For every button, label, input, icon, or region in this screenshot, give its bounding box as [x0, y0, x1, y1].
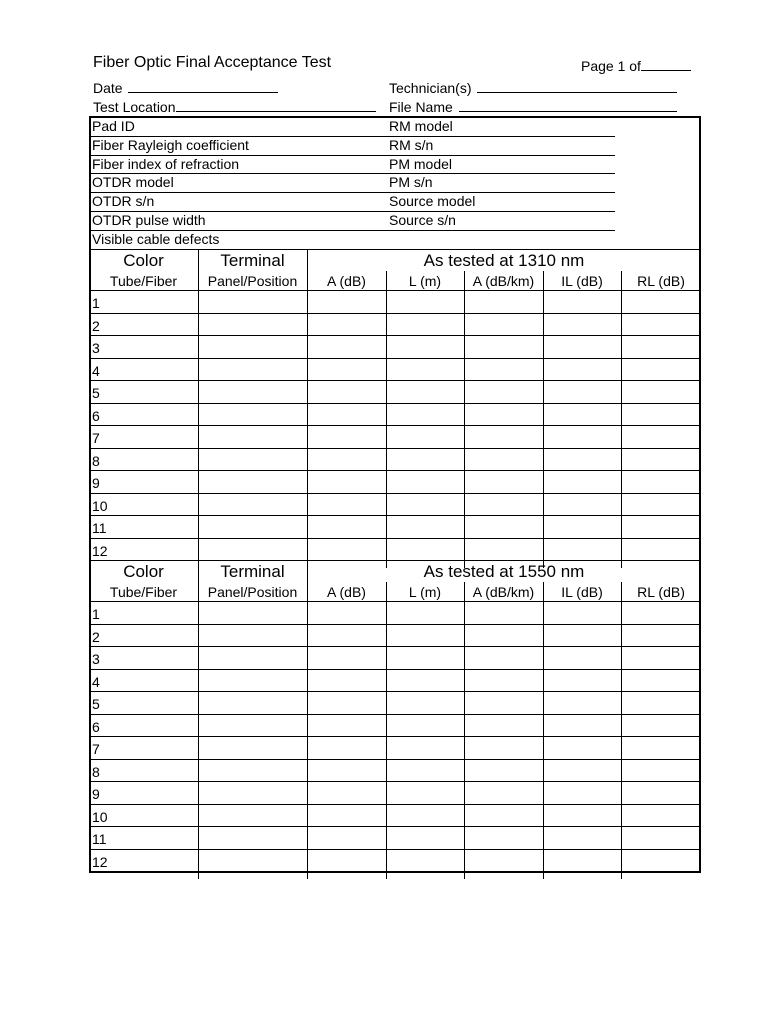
table-cell-input[interactable]: [622, 827, 700, 848]
info-value-left-field[interactable]: [300, 192, 386, 211]
table-cell-input[interactable]: [465, 404, 542, 425]
info-label-left: Fiber Rayleigh coefficient: [92, 136, 249, 153]
file-name-blank[interactable]: [459, 98, 677, 112]
table-cell-input[interactable]: [544, 359, 620, 380]
table-cell-input[interactable]: [111, 449, 197, 470]
tested-group-header: As tested at 1310 nm: [423, 251, 585, 270]
info-value-left-field[interactable]: [300, 136, 386, 155]
column-header: A (dB): [327, 273, 366, 289]
row-number: 5: [92, 696, 100, 712]
table-cell-input[interactable]: [544, 336, 620, 357]
table-cell-input[interactable]: [308, 670, 385, 691]
page-of-label: Page 1 of: [581, 58, 641, 74]
table-cell-input[interactable]: [465, 314, 542, 335]
table-cell-input[interactable]: [544, 782, 620, 803]
column-header: Tube/Fiber: [109, 273, 178, 289]
tested-group-header: As tested at 1550 nm: [423, 562, 585, 581]
table-cell-input[interactable]: [465, 602, 542, 623]
table-cell-input[interactable]: [622, 449, 700, 470]
table-cell-input[interactable]: [199, 850, 306, 871]
table-cell-input[interactable]: [387, 449, 463, 470]
table-cell-input[interactable]: [465, 715, 542, 736]
table-cell-input[interactable]: [308, 715, 385, 736]
table-cell-input[interactable]: [387, 602, 463, 623]
table-cell-input[interactable]: [387, 715, 463, 736]
table-cell-input[interactable]: [308, 494, 385, 515]
table-cell-input[interactable]: [111, 291, 197, 312]
table-cell-input[interactable]: [622, 715, 700, 736]
test-location-blank[interactable]: [176, 98, 376, 112]
info-label-right: PM model: [389, 155, 453, 172]
table-cell-input[interactable]: [544, 805, 620, 826]
info-value-right-field[interactable]: [470, 192, 699, 211]
info-value-left-field[interactable]: [300, 173, 386, 192]
table-cell-input[interactable]: [308, 602, 385, 623]
table-cell-input[interactable]: [308, 647, 385, 668]
table-cell-input[interactable]: [387, 827, 463, 848]
table-cell-input[interactable]: [465, 494, 542, 515]
table-cell-input[interactable]: [199, 782, 306, 803]
table-cell-input[interactable]: [465, 359, 542, 380]
column-header: A (dB/km): [472, 584, 535, 600]
table-cell-input[interactable]: [544, 647, 620, 668]
table-cell-input[interactable]: [111, 516, 197, 537]
page-number-field[interactable]: [581, 57, 691, 74]
table-cell-input[interactable]: [622, 737, 700, 758]
table-cell-input[interactable]: [622, 692, 700, 713]
column-header: L (m): [408, 273, 442, 289]
table-cell-input[interactable]: [622, 336, 700, 357]
table-cell-input[interactable]: [308, 291, 385, 312]
row-number: 5: [92, 385, 100, 401]
table-cell-input[interactable]: [465, 647, 542, 668]
row-number: 6: [92, 407, 100, 424]
technicians-blank[interactable]: [477, 79, 677, 93]
table-cell-input[interactable]: [622, 359, 700, 380]
table-cell-input[interactable]: [111, 760, 197, 781]
info-label-left: Pad ID: [92, 118, 135, 134]
test-location-label: Test Location: [93, 99, 176, 115]
table-cell-input[interactable]: [199, 647, 306, 668]
row-number: 1: [92, 606, 100, 622]
table-cell-input[interactable]: [387, 381, 463, 402]
info-value-left-field[interactable]: [300, 155, 386, 174]
technicians-field[interactable]: [389, 79, 677, 96]
table-cell-input[interactable]: [465, 381, 542, 402]
table-cell-input[interactable]: [544, 381, 620, 402]
column-header: A (dB): [327, 584, 366, 600]
table-cell-input[interactable]: [465, 426, 542, 447]
file-name-label: File Name: [389, 99, 453, 115]
table-cell-input[interactable]: [387, 625, 463, 646]
table-cell-input[interactable]: [199, 539, 306, 560]
info-label-right: RM s/n: [389, 136, 434, 153]
table-cell-input[interactable]: [111, 314, 197, 335]
table-cell-input[interactable]: [308, 539, 385, 560]
table-cell-input[interactable]: [199, 291, 306, 312]
table-cell-input[interactable]: [622, 760, 700, 781]
row-number: 3: [92, 651, 100, 667]
table-cell-input[interactable]: [308, 827, 385, 848]
table-cell-input[interactable]: [622, 291, 700, 312]
file-name-field[interactable]: [389, 98, 677, 115]
table-cell-input[interactable]: [308, 404, 385, 425]
section-divider: [89, 249, 701, 250]
column-header: IL (dB): [561, 273, 603, 289]
table-cell-input[interactable]: [544, 670, 620, 691]
table-cell-input[interactable]: [199, 359, 306, 380]
table-cell-input[interactable]: [387, 336, 463, 357]
row-number: 8: [92, 763, 100, 780]
table-cell-input[interactable]: [622, 471, 700, 492]
info-label-left: OTDR model: [92, 174, 174, 191]
table-cell-input[interactable]: [199, 336, 306, 357]
table-cell-input[interactable]: [111, 625, 197, 646]
row-number: 4: [92, 362, 100, 379]
table-cell-input[interactable]: [387, 805, 463, 826]
table-cell-input[interactable]: [199, 715, 306, 736]
table-cell-input[interactable]: [387, 314, 463, 335]
info-value-right-field[interactable]: [470, 211, 699, 230]
row-number: 12: [92, 853, 108, 870]
table-cell-input[interactable]: [199, 516, 306, 537]
table-cell-input[interactable]: [544, 625, 620, 646]
column-header: Tube/Fiber: [109, 584, 178, 600]
info-value-right-field[interactable]: [470, 155, 699, 174]
color-group-header: Color: [123, 251, 164, 270]
row-number: 11: [92, 520, 107, 536]
table-cell-input[interactable]: [544, 471, 620, 492]
table-cell-input[interactable]: [308, 516, 385, 537]
table-cell-input[interactable]: [111, 805, 197, 826]
table-cell-input[interactable]: [622, 670, 700, 691]
row-number: 12: [92, 542, 108, 559]
info-label-right: Source s/n: [389, 212, 456, 228]
table-cell-input[interactable]: [111, 539, 197, 560]
table-cell-input[interactable]: [199, 827, 306, 848]
table-cell-input[interactable]: [387, 670, 463, 691]
table-cell-input[interactable]: [111, 715, 197, 736]
date-blank[interactable]: [128, 79, 278, 93]
table-cell-input[interactable]: [387, 359, 463, 380]
row-number: 11: [92, 831, 107, 847]
test-location-field[interactable]: [93, 98, 376, 115]
table-cell-input[interactable]: [308, 359, 385, 380]
table-cell-input[interactable]: [308, 471, 385, 492]
table-cell-input[interactable]: [465, 737, 542, 758]
row-number: 9: [92, 475, 100, 491]
table-cell-input[interactable]: [387, 291, 463, 312]
row-number: 2: [92, 628, 100, 645]
table-cell-input[interactable]: [544, 426, 620, 447]
page-title: Fiber Optic Final Acceptance Test: [93, 54, 332, 71]
row-number: 3: [92, 340, 100, 356]
table-cell-input[interactable]: [622, 404, 700, 425]
table-cell-input[interactable]: [111, 359, 197, 380]
table-cell-input[interactable]: [387, 782, 463, 803]
table-cell-input[interactable]: [308, 449, 385, 470]
table-cell-input[interactable]: [544, 827, 620, 848]
table-cell-input[interactable]: [544, 737, 620, 758]
table-cell-input[interactable]: [465, 291, 542, 312]
table-cell-input[interactable]: [111, 471, 197, 492]
table-cell-input[interactable]: [199, 670, 306, 691]
table-cell-input[interactable]: [465, 827, 542, 848]
row-number: 9: [92, 786, 100, 802]
row-number: 7: [92, 430, 100, 446]
column-header: A (dB/km): [472, 273, 535, 289]
table-cell-input[interactable]: [199, 760, 306, 781]
page-total-blank[interactable]: [641, 57, 691, 71]
info-value-right-field[interactable]: [470, 173, 699, 192]
table-cell-input[interactable]: [199, 381, 306, 402]
table-cell-input[interactable]: [387, 539, 463, 560]
info-value-right-field[interactable]: [470, 230, 699, 249]
table-cell-input[interactable]: [111, 782, 197, 803]
info-label-right: Source model: [389, 193, 476, 210]
technicians-label: Technician(s): [389, 80, 472, 96]
table-cell-input[interactable]: [199, 805, 306, 826]
table-cell-input[interactable]: [622, 539, 700, 560]
table-cell-input[interactable]: [465, 782, 542, 803]
table-cell-input[interactable]: [465, 850, 542, 871]
table-cell-input[interactable]: [308, 336, 385, 357]
row-number: 2: [92, 317, 100, 334]
table-cell-input[interactable]: [308, 426, 385, 447]
table-cell-input[interactable]: [622, 647, 700, 668]
row-number: 10: [92, 497, 108, 514]
info-label-left: Fiber index of refraction: [92, 155, 240, 172]
info-value-right-field[interactable]: [470, 117, 699, 136]
table-cell-input[interactable]: [199, 602, 306, 623]
table-cell-input[interactable]: [387, 516, 463, 537]
terminal-group-header: Terminal: [220, 562, 285, 581]
table-cell-input[interactable]: [387, 850, 463, 871]
table-cell-input[interactable]: [544, 494, 620, 515]
table-cell-input[interactable]: [387, 737, 463, 758]
table-cell-input[interactable]: [199, 404, 306, 425]
row-number: 10: [92, 808, 108, 825]
table-cell-input[interactable]: [111, 494, 197, 515]
table-cell-input[interactable]: [308, 314, 385, 335]
table-cell-input[interactable]: [199, 471, 306, 492]
column-header: RL (dB): [637, 273, 685, 289]
table-cell-input[interactable]: [199, 449, 306, 470]
info-value-left-field[interactable]: [300, 117, 386, 136]
table-cell-input[interactable]: [544, 449, 620, 470]
table-cell-input[interactable]: [199, 494, 306, 515]
column-header: IL (dB): [561, 584, 603, 600]
table-cell-input[interactable]: [308, 805, 385, 826]
table-cell-input[interactable]: [308, 850, 385, 871]
table-cell-input[interactable]: [387, 471, 463, 492]
table-cell-input[interactable]: [308, 625, 385, 646]
table-cell-input[interactable]: [387, 692, 463, 713]
info-label-left: Visible cable defects: [92, 230, 220, 247]
table-cell-input[interactable]: [465, 760, 542, 781]
table-cell-input[interactable]: [465, 625, 542, 646]
table-cell-input[interactable]: [387, 760, 463, 781]
table-cell-input[interactable]: [308, 782, 385, 803]
date-field[interactable]: [93, 79, 278, 96]
table-cell-input[interactable]: [199, 737, 306, 758]
table-cell-input[interactable]: [111, 827, 197, 848]
terminal-group-header: Terminal: [220, 251, 285, 270]
table-cell-input[interactable]: [465, 692, 542, 713]
table-cell-input[interactable]: [544, 516, 620, 537]
table-cell-input[interactable]: [544, 602, 620, 623]
row-number: 6: [92, 718, 100, 735]
table-cell-input[interactable]: [111, 336, 197, 357]
table-cell-input[interactable]: [465, 539, 542, 560]
table-cell-input[interactable]: [111, 602, 197, 623]
table-cell-input[interactable]: [544, 291, 620, 312]
info-label-left: OTDR s/n: [92, 193, 155, 210]
info-label-left: OTDR pulse width: [92, 212, 206, 228]
row-number: 7: [92, 741, 100, 757]
date-label: Date: [93, 80, 123, 96]
table-cell-input[interactable]: [111, 647, 197, 668]
table-cell-input[interactable]: [465, 670, 542, 691]
info-label-right: PM s/n: [389, 174, 433, 191]
table-cell-input[interactable]: [308, 760, 385, 781]
table-cell-input[interactable]: [622, 850, 700, 871]
table-cell-input[interactable]: [308, 692, 385, 713]
table-cell-input[interactable]: [544, 314, 620, 335]
table-cell-input[interactable]: [387, 647, 463, 668]
table-cell-input[interactable]: [111, 426, 197, 447]
table-cell-input[interactable]: [622, 314, 700, 335]
table-cell-input[interactable]: [622, 426, 700, 447]
column-header: RL (dB): [637, 584, 685, 600]
table-cell-input[interactable]: [199, 625, 306, 646]
table-cell-input[interactable]: [308, 737, 385, 758]
table-cell-input[interactable]: [199, 314, 306, 335]
table-cell-input[interactable]: [387, 426, 463, 447]
table-cell-input[interactable]: [111, 737, 197, 758]
table-cell-input[interactable]: [199, 426, 306, 447]
table-cell-input[interactable]: [622, 782, 700, 803]
table-cell-input[interactable]: [544, 850, 620, 871]
row-number: 1: [92, 295, 100, 311]
table-cell-input[interactable]: [622, 625, 700, 646]
column-header: Panel/Position: [207, 584, 298, 600]
table-cell-input[interactable]: [544, 404, 620, 425]
info-value-left-field[interactable]: [300, 211, 386, 230]
table-cell-input[interactable]: [111, 692, 197, 713]
table-cell-input[interactable]: [622, 805, 700, 826]
row-number: 4: [92, 673, 100, 690]
table-cell-input[interactable]: [111, 670, 197, 691]
table-cell-input[interactable]: [544, 539, 620, 560]
table-cell-input[interactable]: [308, 381, 385, 402]
column-header: Panel/Position: [207, 273, 298, 289]
row-number: 8: [92, 452, 100, 469]
info-value-left-field[interactable]: [300, 230, 386, 249]
info-value-right-field[interactable]: [470, 136, 699, 155]
table-cell-input[interactable]: [544, 760, 620, 781]
table-cell-input[interactable]: [544, 715, 620, 736]
table-cell-input[interactable]: [622, 381, 700, 402]
table-cell-input[interactable]: [111, 850, 197, 871]
table-cell-input[interactable]: [387, 494, 463, 515]
table-cell-input[interactable]: [622, 516, 700, 537]
table-cell-input[interactable]: [465, 805, 542, 826]
table-cell-input[interactable]: [465, 471, 542, 492]
table-cell-input[interactable]: [465, 336, 542, 357]
color-group-header: Color: [123, 562, 164, 581]
section-divider: [89, 560, 701, 561]
table-cell-input[interactable]: [465, 516, 542, 537]
info-label-right: RM model: [389, 118, 453, 134]
column-header: L (m): [408, 584, 442, 600]
table-cell-input[interactable]: [111, 381, 197, 402]
table-cell-input[interactable]: [387, 404, 463, 425]
table-cell-input[interactable]: [622, 602, 700, 623]
table-cell-input[interactable]: [622, 494, 700, 515]
table-cell-input[interactable]: [199, 692, 306, 713]
table-cell-input[interactable]: [465, 449, 542, 470]
table-cell-input[interactable]: [544, 692, 620, 713]
table-cell-input[interactable]: [111, 404, 197, 425]
